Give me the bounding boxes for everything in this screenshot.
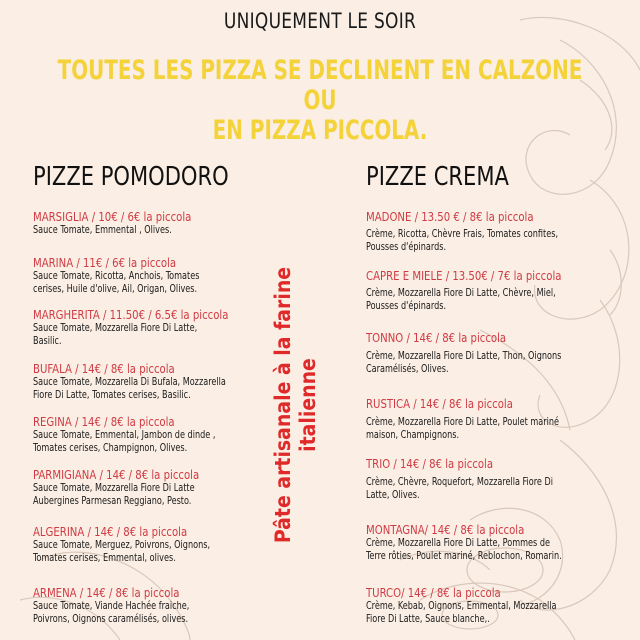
item-description: Crème, Mozzarella Fiore Di Latte, Poulet mariné [366, 416, 560, 428]
item-description: Terre rôties, Poulet mariné, Reblochon, Romarin. [366, 550, 562, 562]
menu-item-tonno [366, 330, 611, 376]
item-description: Sauce Tomate, Mozzarella Di Bufala, Mozzarella [33, 376, 226, 388]
item-description: maison, Champignons. [366, 429, 460, 441]
item-description: Sauce Tomate, Emmental, Jambon de dinde , [33, 429, 216, 441]
item-description: cerises, Huile d'olive, Ail, Origan, Olives. [33, 283, 198, 295]
item-description: Sauce Tomate, Mozzarella Fiore Di Latte, [33, 322, 198, 334]
item-name: MARSIGLIA / 10€ / 6€ la piccola [33, 209, 192, 224]
menu-item-armena [33, 585, 278, 626]
item-name: MONTAGNA/ 14€ / 8€ la piccola [366, 522, 525, 537]
artisanal-dough-note [271, 225, 321, 585]
item-description: Fiore Di Latte, Sauce blanche,. [366, 613, 490, 625]
item-description: Crème, Mozzarella Fiore Di Latte, Pommes de [366, 537, 551, 549]
item-description: Latte, Olives. [366, 489, 420, 501]
menu-item-marina [33, 255, 278, 296]
notice-line-1: TOUTES LES PIZZA SE DECLINENT EN CALZONE OU [57, 55, 583, 116]
item-name: CAPRE E MIELE / 13.50€ / 7€ la piccola [366, 268, 562, 283]
item-description: Crème, Chèvre, Roquefort, Mozzarella Fiore Di [366, 476, 554, 488]
item-name: PARMIGIANA / 14€ / 8€ la piccola [33, 467, 200, 482]
item-name: TURCO/ 14€ / 8€ la piccola [366, 585, 501, 600]
dough-note-line-1: Pâte artisanale à la farine [271, 266, 295, 544]
menu-item-algerina [33, 524, 278, 565]
menu-item-trio [366, 456, 611, 502]
menu-item-capre-e-miele [366, 268, 611, 313]
dough-note-line-2: italienne [296, 358, 320, 452]
item-name: MADONE / 13.50 € / 8€ la piccola [366, 209, 534, 224]
item-name: ARMENA / 14€ / 8€ la piccola [33, 585, 180, 600]
item-name: REGINA / 14€ / 8€ la piccola [33, 414, 175, 429]
menu-item-bufala [33, 361, 278, 402]
menu-item-marsiglia [33, 209, 278, 237]
item-name: RUSTICA / 14€ / 8€ la piccola [366, 396, 513, 411]
menu-item-parmigiana [33, 467, 278, 508]
item-description: Tomates cerises, Champignon, Olives. [33, 442, 188, 454]
menu-item-turco [366, 585, 611, 626]
item-name: BUFALA / 14€ / 8€ la piccola [33, 361, 175, 376]
item-description: Aubergines Parmesan Reggiano, Pesto. [33, 495, 192, 507]
item-name: TRIO / 14€ / 8€ la piccola [366, 456, 494, 471]
crema-section-title: PIZZE CREMA [366, 162, 509, 192]
item-name: TONNO / 14€ / 8€ la piccola [366, 330, 507, 345]
item-description: Tomates cerises, Emmental, olives. [33, 552, 176, 564]
item-description: Crème, Mozzarella Fiore Di Latte, Thon, Oignons [366, 350, 562, 362]
menu-item-margherita [33, 307, 278, 348]
notice-line-2: EN PIZZA PICCOLA. [212, 115, 428, 146]
item-name: ALGERINA / 14€ / 8€ la piccola [33, 524, 188, 539]
item-description: Crème, Kebab, Oignons, Emmental, Mozzarella [366, 600, 557, 612]
item-description: Fiore Di Latte, Tomates cerises, Basilic. [33, 389, 191, 401]
menu-item-rustica [366, 396, 611, 442]
item-name: MARGHERITA / 11.50€ / 6.5€ la piccola [33, 307, 229, 322]
item-name: MARINA / 11€ / 6€ la piccola [33, 255, 177, 270]
item-description: Basilic. [33, 335, 62, 347]
pomodoro-section-title: PIZZE POMODORO [33, 162, 229, 192]
menu-item-madone [366, 209, 611, 254]
item-description: Caramélisés, Olives. [366, 363, 449, 375]
evening-only-banner: UNIQUEMENT LE SOIR [223, 9, 417, 33]
item-description: Crème, Ricotta, Chèvre Frais, Tomates confites, [366, 228, 559, 240]
menu-item-montagna [366, 522, 611, 563]
item-description: Sauce Tomate, Ricotta, Anchois, Tomates [33, 270, 200, 282]
item-description: Poivrons, Oignons caramélisés, olives. [33, 613, 189, 625]
item-description: Sauce Tomate, Emmental , Olives. [33, 224, 172, 236]
menu-item-regina [33, 414, 278, 455]
item-description: Sauce Tomate, Viande Hachée fraiche, [33, 600, 190, 612]
item-description: Pousses d'épinards. [366, 241, 447, 253]
item-description: Pousses d'épinards. [366, 300, 447, 312]
item-description: Crème, Mozzarella Fiore Di Latte, Chèvre, Miel, [366, 287, 556, 299]
item-description: Sauce Tomate, Mozzarella Fiore Di Latte [33, 482, 195, 494]
item-description: Sauce Tomate, Merguez, Poivrons, Oignons, [33, 539, 211, 551]
calzone-notice [58, 56, 583, 146]
